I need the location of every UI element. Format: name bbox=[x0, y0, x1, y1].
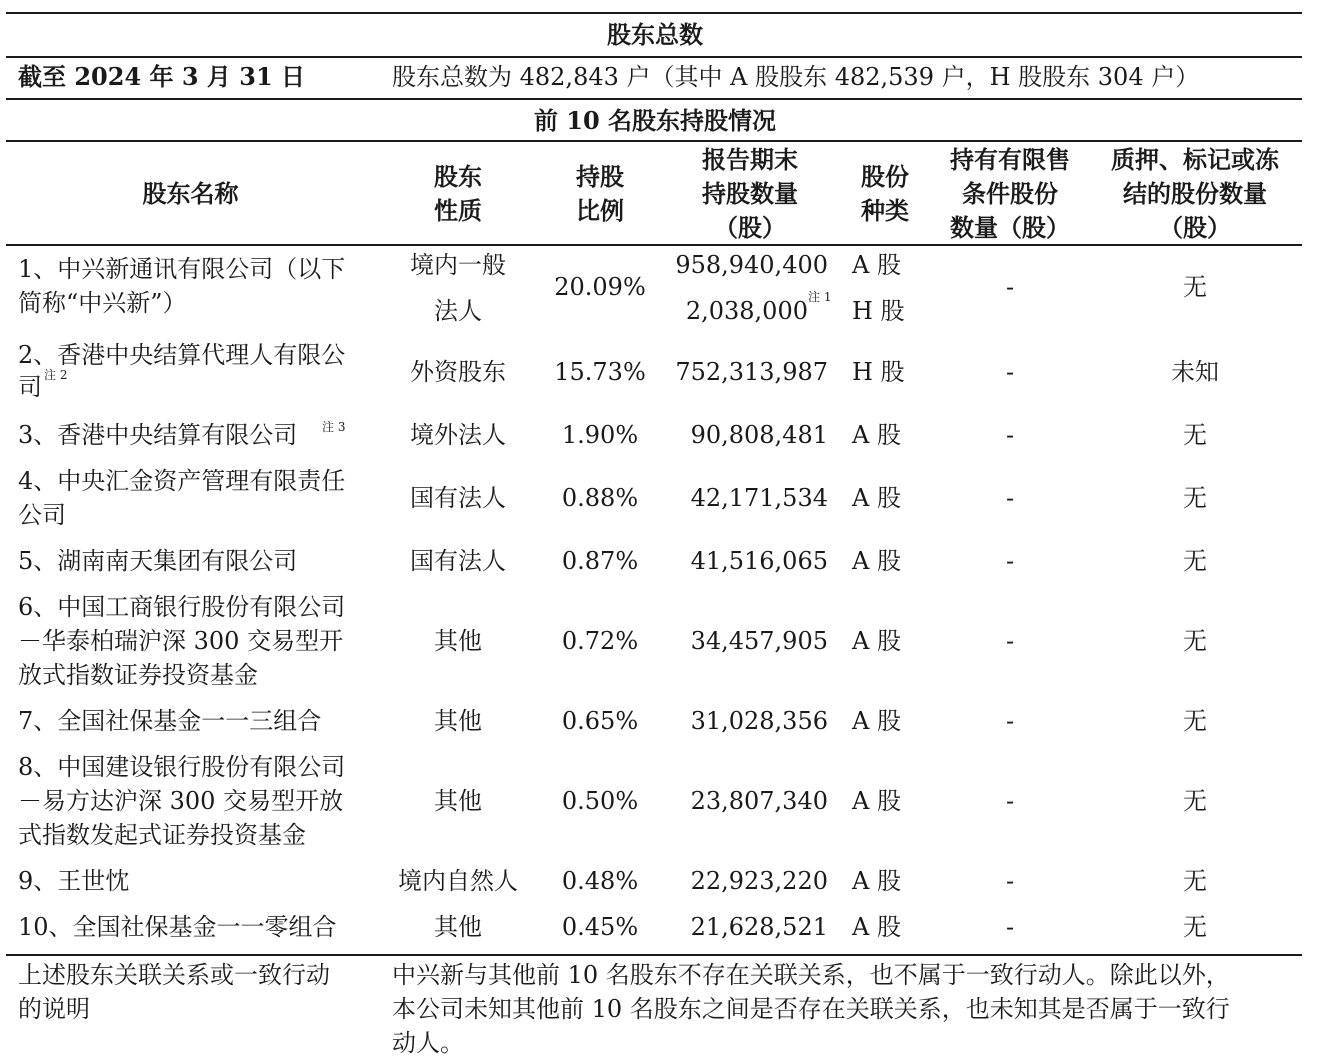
row2-name-note: 注 2 bbox=[44, 368, 68, 382]
total-shareholders-text: 股东总数为 482,843 户（其中 A 股股东 482,539 户，H 股股东 304 户） bbox=[392, 63, 1200, 91]
row5-ratio: 0.87% bbox=[561, 547, 639, 575]
row1-shares-h: 2,038,000 bbox=[685, 297, 808, 325]
row2-restricted: - bbox=[1005, 358, 1015, 386]
row3-restricted: - bbox=[1005, 421, 1015, 449]
header-ratio-2: 比例 bbox=[576, 196, 624, 225]
row8-name-2: －易方达沪深 300 交易型开放 bbox=[18, 787, 344, 815]
row7-nature: 其他 bbox=[434, 707, 482, 735]
row6-name-2: －华泰柏瑞沪深 300 交易型开 bbox=[18, 627, 344, 655]
row9-type: A 股 bbox=[852, 867, 901, 895]
row1-ratio: 20.09% bbox=[554, 273, 646, 301]
rule bbox=[6, 140, 1302, 142]
note-body-2: 本公司未知其他前 10 名股东之间是否存在关联关系，也未知其是否属于一致行 bbox=[392, 995, 1230, 1023]
header-ratio-1: 持股 bbox=[576, 162, 624, 191]
note-body-3: 动人。 bbox=[392, 1029, 464, 1057]
row6-type: A 股 bbox=[852, 627, 901, 655]
row1-pledge: 无 bbox=[1183, 273, 1207, 301]
row3-nature: 境外法人 bbox=[410, 421, 506, 449]
row7-ratio: 0.65% bbox=[561, 707, 639, 735]
row2-ratio: 15.73% bbox=[554, 358, 646, 386]
row4-ratio: 0.88% bbox=[561, 484, 639, 512]
row8-nature: 其他 bbox=[434, 787, 482, 815]
header-shares-1: 报告期末 bbox=[702, 145, 798, 174]
header-pledge-2: 结的股份数量 bbox=[1123, 179, 1267, 208]
header-shares-2: 持股数量 bbox=[702, 179, 798, 208]
row7-name: 7、全国社保基金一一三组合 bbox=[18, 707, 322, 735]
row5-shares: 41,516,065 bbox=[690, 547, 828, 575]
row10-nature: 其他 bbox=[434, 913, 482, 941]
row1-shares-note: 注 1 bbox=[808, 290, 832, 304]
row3-ratio: 1.90% bbox=[561, 421, 639, 449]
row8-type: A 股 bbox=[852, 787, 901, 815]
row1-name-2: 简称“中兴新”） bbox=[18, 289, 187, 317]
rule bbox=[6, 56, 1302, 58]
as-of-date: 截至 2024 年 3 月 31 日 bbox=[18, 62, 306, 91]
header-pledge-1: 质押、标记或冻 bbox=[1111, 145, 1279, 174]
header-restricted-3: 数量（股） bbox=[950, 213, 1070, 242]
header-shares-3: （股） bbox=[714, 213, 786, 242]
rule-top bbox=[6, 12, 1302, 14]
row6-restricted: - bbox=[1005, 627, 1015, 655]
row8-shares: 23,807,340 bbox=[690, 787, 828, 815]
row4-pledge: 无 bbox=[1183, 484, 1207, 512]
row7-restricted: - bbox=[1005, 707, 1015, 735]
row1-nature-2: 法人 bbox=[434, 297, 482, 325]
row3-shares: 90,808,481 bbox=[690, 421, 828, 449]
row2-type: H 股 bbox=[852, 358, 905, 386]
row1-name-1: 1、中兴新通讯有限公司（以下 bbox=[18, 255, 346, 283]
header-restricted-2: 条件股份 bbox=[962, 179, 1058, 208]
row3-pledge: 无 bbox=[1183, 421, 1207, 449]
row1-type-a: A 股 bbox=[852, 251, 901, 279]
rule bbox=[6, 98, 1302, 100]
row9-nature: 境内自然人 bbox=[398, 867, 518, 895]
row8-pledge: 无 bbox=[1183, 787, 1207, 815]
header-type-1: 股份 bbox=[861, 162, 909, 191]
row1-type-h: H 股 bbox=[852, 297, 905, 325]
row2-shares: 752,313,987 bbox=[675, 358, 828, 386]
row2-pledge: 未知 bbox=[1171, 358, 1219, 386]
row9-restricted: - bbox=[1005, 867, 1015, 895]
row5-restricted: - bbox=[1005, 547, 1015, 575]
note-body-1: 中兴新与其他前 10 名股东不存在关联关系，也不属于一致行动人。除此以外， bbox=[392, 961, 1230, 989]
row4-shares: 42,171,534 bbox=[690, 484, 828, 512]
row6-nature: 其他 bbox=[434, 627, 482, 655]
row7-pledge: 无 bbox=[1183, 707, 1207, 735]
row8-restricted: - bbox=[1005, 787, 1015, 815]
row5-type: A 股 bbox=[852, 547, 901, 575]
row6-ratio: 0.72% bbox=[561, 627, 639, 655]
row6-name-3: 放式指数证券投资基金 bbox=[18, 661, 258, 689]
header-type-2: 种类 bbox=[861, 196, 909, 225]
row1-shares-a: 958,940,400 bbox=[675, 251, 828, 279]
row5-pledge: 无 bbox=[1183, 547, 1207, 575]
row9-name: 9、王世忱 bbox=[18, 867, 130, 895]
note-label-1: 上述股东关联关系或一致行动 bbox=[18, 961, 330, 989]
row6-pledge: 无 bbox=[1183, 627, 1207, 655]
header-pledge-3: （股） bbox=[1159, 213, 1231, 242]
row9-ratio: 0.48% bbox=[561, 867, 639, 895]
row3-name-note: 注 3 bbox=[322, 420, 346, 434]
row4-type: A 股 bbox=[852, 484, 901, 512]
row8-name-1: 8、中国建设银行股份有限公司 bbox=[18, 753, 346, 781]
row2-nature: 外资股东 bbox=[410, 358, 506, 386]
header-restricted-1: 持有有限售 bbox=[950, 145, 1070, 174]
header-nature-2: 性质 bbox=[434, 196, 482, 225]
row10-shares: 21,628,521 bbox=[690, 913, 828, 941]
row7-type: A 股 bbox=[852, 707, 901, 735]
row10-restricted: - bbox=[1005, 913, 1015, 941]
row4-restricted: - bbox=[1005, 484, 1015, 512]
row9-shares: 22,923,220 bbox=[690, 867, 828, 895]
note-label-2: 的说明 bbox=[18, 995, 90, 1023]
row9-pledge: 无 bbox=[1183, 867, 1207, 895]
row8-ratio: 0.50% bbox=[561, 787, 639, 815]
row4-name-1: 4、中央汇金资产管理有限责任 bbox=[18, 467, 346, 495]
row10-name: 10、全国社保基金一一零组合 bbox=[18, 913, 337, 941]
row10-pledge: 无 bbox=[1183, 913, 1207, 941]
row4-nature: 国有法人 bbox=[410, 484, 506, 512]
row7-shares: 31,028,356 bbox=[690, 707, 828, 735]
row10-ratio: 0.45% bbox=[561, 913, 639, 941]
row4-name-2: 公司 bbox=[18, 501, 66, 529]
row3-type: A 股 bbox=[852, 421, 901, 449]
row8-name-3: 式指数发起式证券投资基金 bbox=[18, 821, 306, 849]
row2-name-1: 2、香港中央结算代理人有限公 bbox=[18, 341, 346, 369]
header-nature-1: 股东 bbox=[434, 162, 482, 191]
row3-name: 3、香港中央结算有限公司 bbox=[18, 421, 298, 449]
row1-restricted: - bbox=[1005, 273, 1015, 301]
row10-type: A 股 bbox=[852, 913, 901, 941]
total-shareholders-title: 股东总数 bbox=[607, 20, 703, 49]
rule-table-bottom bbox=[6, 954, 1302, 956]
row6-shares: 34,457,905 bbox=[690, 627, 828, 655]
row5-name: 5、湖南南天集团有限公司 bbox=[18, 547, 298, 575]
row6-name-1: 6、中国工商银行股份有限公司 bbox=[18, 593, 346, 621]
row2-name-2: 司 bbox=[18, 373, 42, 401]
top10-title: 前 10 名股东持股情况 bbox=[533, 106, 777, 135]
row1-nature-1: 境内一般 bbox=[410, 251, 506, 279]
row5-nature: 国有法人 bbox=[410, 547, 506, 575]
header-name: 股东名称 bbox=[142, 179, 239, 208]
